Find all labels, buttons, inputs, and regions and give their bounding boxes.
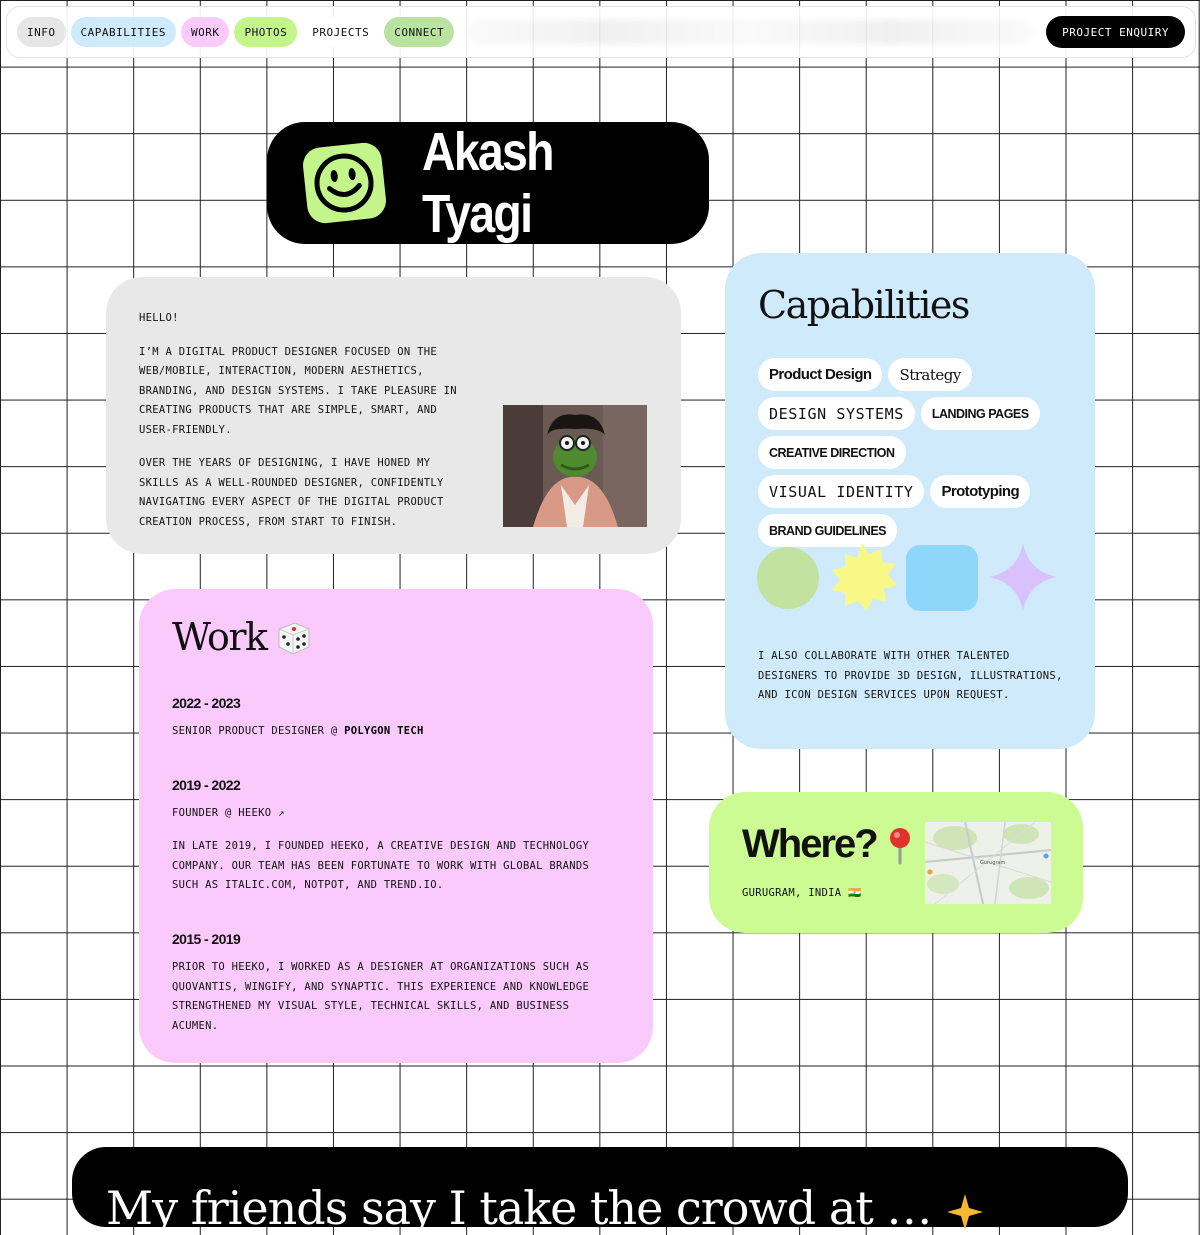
- capability-tag: LANDING PAGES: [921, 397, 1040, 430]
- location-title: Where?: [742, 822, 877, 866]
- work-period: 2019 - 2022: [172, 777, 241, 793]
- work-card: [139, 589, 653, 1063]
- avatar: [503, 405, 647, 527]
- nav-item-info[interactable]: INFO: [17, 17, 66, 47]
- smiley-icon: [301, 141, 387, 225]
- info-greeting: HELLO!: [139, 312, 179, 324]
- capability-tag: DESIGN SYSTEMS: [758, 397, 915, 430]
- capability-tag: VISUAL IDENTITY: [758, 475, 924, 508]
- work-title-row: [172, 615, 313, 659]
- location-map[interactable]: [925, 822, 1051, 904]
- top-nav: [6, 6, 1196, 58]
- capability-tags: [758, 358, 1068, 547]
- capability-tag: Strategy: [888, 358, 971, 391]
- capability-tag: Prototyping: [930, 475, 1030, 508]
- location-title-row: [742, 822, 915, 867]
- capabilities-card: [725, 253, 1095, 749]
- project-enquiry-button[interactable]: PROJECT ENQUIRY: [1046, 16, 1185, 48]
- circle-shape-icon: [757, 547, 819, 609]
- work-description: IN LATE 2019, I FOUNDED HEEKO, A CREATIVE DESIGN AND TECHNOLOGY COMPANY. OUR TEAM HAS BEEN FORTUNATE TO WORK WITH GLOBAL BRANDS SUCH AS ITALIC.COM, NOTPOT, AND TREND.IO.: [172, 840, 590, 891]
- nav-blur-spacer: [467, 20, 1033, 44]
- work-period: 2015 - 2019: [172, 931, 241, 947]
- company-link[interactable]: POLYGON TECH: [344, 725, 424, 737]
- work-period: 2022 - 2023: [172, 695, 241, 711]
- nav-item-photos[interactable]: PHOTOS: [234, 17, 297, 47]
- work-description: PRIOR TO HEEKO, I WORKED AS A DESIGNER AT ORGANIZATIONS SUCH AS QUOVANTIS, WINGIFY, AND SYNAPTIC. THIS EXPERIENCE AND KNOWLEDGE STRENGTHENED MY VISUAL STYLE, TECHNICAL SKILLS, AND BUSINESS ACUMEN.: [172, 961, 590, 1032]
- work-role: SENIOR PRODUCT DESIGNER @ POLYGON TECH: [172, 725, 424, 737]
- site-owner-name: Akash Tyagi: [421, 122, 553, 244]
- footer-banner-text: My friends say I take the crowd at …: [106, 1181, 985, 1235]
- map-city-label: Gurugram: [980, 860, 1006, 866]
- capabilities-title: Capabilities: [758, 283, 969, 327]
- nav-item-connect[interactable]: CONNECT: [384, 17, 454, 47]
- rounded-square-shape-icon: [906, 545, 978, 611]
- capability-tag: BRAND GUIDELINES: [758, 514, 897, 547]
- sparkle-shape-icon: [989, 543, 1057, 611]
- info-paragraph-2: OVER THE YEARS OF DESIGNING, I HAVE HONED MY SKILLS AS A WELL-ROUNDED DESIGNER, CONFIDENTLY NAVIGATING EVERY ASPECT OF THE DIGITAL PRODUCT CREATION PROCESS, FROM START TO FINISH.: [139, 457, 444, 528]
- dice-icon: [273, 617, 313, 657]
- work-role-link[interactable]: FOUNDER @ HEEKO ↗: [172, 807, 285, 819]
- info-card: [106, 277, 681, 554]
- nav-item-projects[interactable]: PROJECTS: [302, 17, 379, 47]
- location-card: [709, 792, 1083, 933]
- footer-banner: [72, 1147, 1128, 1235]
- work-title: Work: [172, 615, 267, 659]
- info-paragraph-1: I’M A DIGITAL PRODUCT DESIGNER FOCUSED ON THE WEB/MOBILE, INTERACTION, MODERN AESTHETICS, BRANDING, AND DESIGN SYSTEMS. I TAKE PLEASURE IN CREATING PRODUCTS THAT ARE SIMPLE, SMART, AND USER-FRIENDLY.: [139, 345, 457, 436]
- nav-item-capabilities[interactable]: CAPABILITIES: [71, 17, 176, 47]
- nav-item-work[interactable]: WORK: [181, 17, 230, 47]
- name-banner: [267, 122, 709, 244]
- pin-icon: [885, 826, 915, 864]
- burst-shape-icon: [832, 543, 897, 611]
- capability-tag: CREATIVE DIRECTION: [758, 436, 906, 469]
- location-text: GURUGRAM, INDIA 🇮🇳: [742, 887, 862, 899]
- sparkle-icon: [945, 1192, 985, 1232]
- decorative-shapes: [758, 543, 1058, 613]
- capabilities-note: I ALSO COLLABORATE WITH OTHER TALENTED DESIGNERS TO PROVIDE 3D DESIGN, ILLUSTRATIONS, AND ICON DESIGN SERVICES UPON REQUEST.: [758, 650, 1063, 701]
- capability-tag: Product Design: [758, 358, 882, 391]
